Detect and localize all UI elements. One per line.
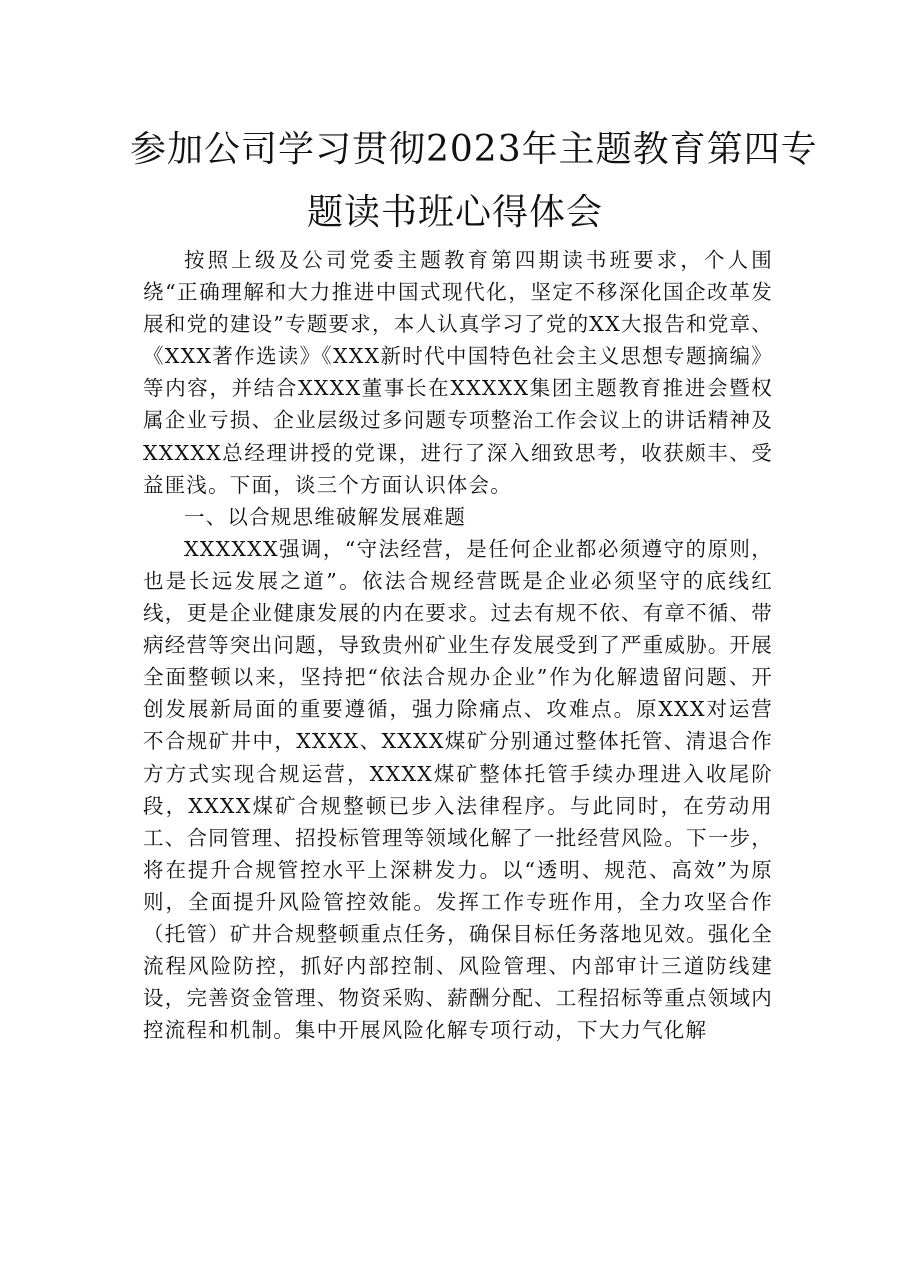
paragraph-intro: 按照上级及公司党委主题教育第四期读书班要求，个人围绕“正确理解和大力推进中国式现代化，坚定不移深化国企改革发展和党的建设”专题要求，本人认真学习了党的XX大报告和党章、《XXX著作选读》《XXX新时代中国特色社会主义思想专题摘编》等内容，并结合XXXX董事长在XXXXX集团主题教育推进会暨权属企业亏损、企业层级过多问题专项整治工作会议上的讲话精神及XXXXX总经理讲授的党课，进行了深入细致思考，收获颇丰、受益匪浅。下面，谈三个方面认识体会。 — [143, 248, 773, 497]
document-body — [143, 244, 773, 1046]
section-heading-1: 一、以合规思维破解发展难题 — [184, 504, 467, 529]
document-title-line-1: 参加公司学习贯彻2023年主题教育第四专 — [130, 129, 818, 170]
paragraph-section-1: XXXXXX强调，“守法经营，是任何企业都必须遵守的原则，也是长远发展之道”。依法合规经营既是企业必须坚守的底线红线，更是企业健康发展的内在要求。过去有规不依、有章不循、带病经营等突出问题，导致贵州矿业生存发展受到了严重威胁。开展全面整顿以来，坚持把“依法合规办企业”作为化解遗留问题、开创发展新局面的重要遵循，强力除痛点、攻难点。原XXX对运营不合规矿井中，XXXX、XXXX煤矿分别通过整体托管、清退合作方方式实现合规运营，XXXX煤矿整体托管手续办理进入收尾阶段，XXXX煤矿合规整顿已步入法律程序。与此同时，在劳动用工、合同管理、招投标管理等领域化解了一批经营风险。下一步，将在提升合规管控水平上深耕发力。以“透明、规范、高效”为原则，全面提升风险管控效能。发挥工作专班作用，全力攻坚合作（托管）矿井合规整顿重点任务，确保目标任务落地见效。强化全流程风险防控，抓好内部控制、风险管理、内部审计三道防线建设，完善资金管理、物资采购、薪酬分配、工程招标等重点领域内控流程和机制。集中开展风险化解专项行动，下大力气化解 — [143, 536, 773, 1043]
document-title-line-2: 题读书班心得体会 — [306, 192, 603, 233]
